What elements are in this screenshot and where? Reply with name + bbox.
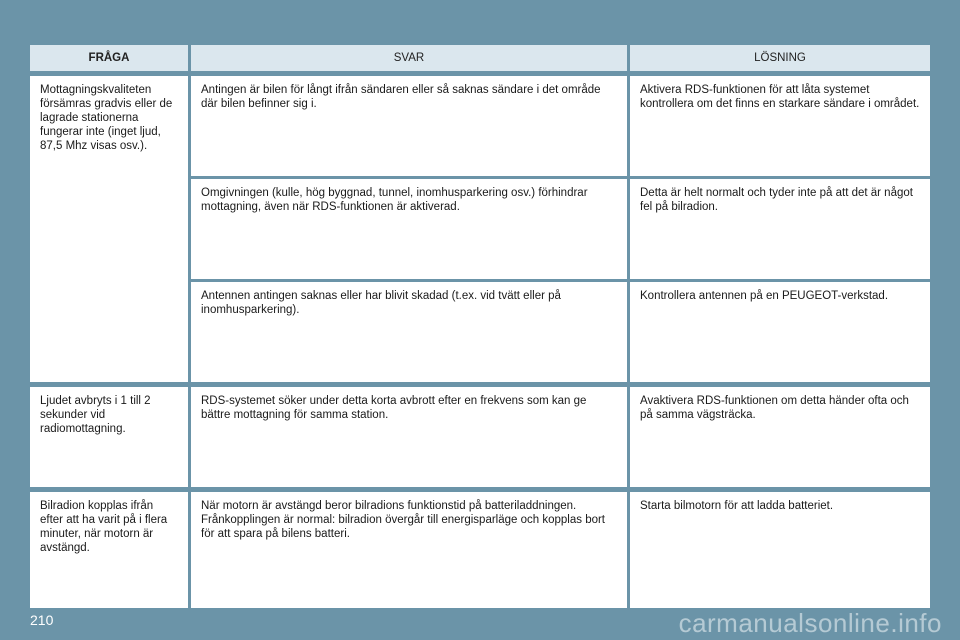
answer-cell: RDS-systemet söker under detta korta avbrott efter en frekvens som kan ge bättre mottagning för samma station.: [191, 387, 627, 487]
solution-cell: Detta är helt normalt och tyder inte på att det är något fel på bilradion.: [630, 179, 930, 279]
table-row: [191, 282, 930, 382]
troubleshooting-table: [30, 45, 930, 613]
answer-cell: Antingen är bilen för långt ifrån sändaren eller så saknas sändare i det område där bilen befinner sig i.: [191, 76, 627, 176]
answer-cell: Omgivningen (kulle, hög byggnad, tunnel, inomhusparkering osv.) förhindrar mottagning, även när RDS-funktionen är aktiverad.: [191, 179, 627, 279]
answer-cell: Antennen antingen saknas eller har blivit skadad (t.ex. vid tvätt eller på inomhusparkering).: [191, 282, 627, 382]
table-row: [191, 76, 930, 176]
table-row: [191, 492, 930, 608]
question-cell: Bilradion kopplas ifrån efter att ha varit på i flera minuter, när motorn är avstängd.: [30, 492, 188, 608]
table-group: [30, 76, 930, 382]
solution-cell: Aktivera RDS-funktionen för att låta systemet kontrollera om det finns en starkare sändare i området.: [630, 76, 930, 176]
question-cell: Mottagningskvaliteten försämras gradvis eller de lagrade stationerna fungerar inte (inget ljud, 87,5 Mhz visas osv.).: [30, 76, 188, 382]
header-solution: LÖSNING: [630, 45, 930, 71]
answer-cell: När motorn är avstängd beror bilradions funktionstid på batteriladdningen. Frånkopplingen är normal: bilradion övergår till energisparläge och kopplas bort för att spara på bilens batteri.: [191, 492, 627, 608]
header-question: FRÅGA: [30, 45, 188, 71]
table-row: [191, 179, 930, 279]
table-group: [30, 492, 930, 608]
answer-rows: [191, 387, 930, 487]
table-header: [30, 45, 930, 71]
page-number: 210: [30, 612, 54, 628]
table-group: [30, 387, 930, 487]
answer-rows: [191, 492, 930, 608]
answer-rows: [191, 76, 930, 382]
table-row: [191, 387, 930, 487]
solution-cell: Kontrollera antennen på en PEUGEOT-verkstad.: [630, 282, 930, 382]
question-cell: Ljudet avbryts i 1 till 2 sekunder vid radiomottagning.: [30, 387, 188, 487]
solution-cell: Starta bilmotorn för att ladda batteriet.: [630, 492, 930, 608]
header-answer: SVAR: [191, 45, 627, 71]
solution-cell: Avaktivera RDS-funktionen om detta händer ofta och på samma vägsträcka.: [630, 387, 930, 487]
watermark: carmanualsonline.info: [678, 608, 942, 638]
